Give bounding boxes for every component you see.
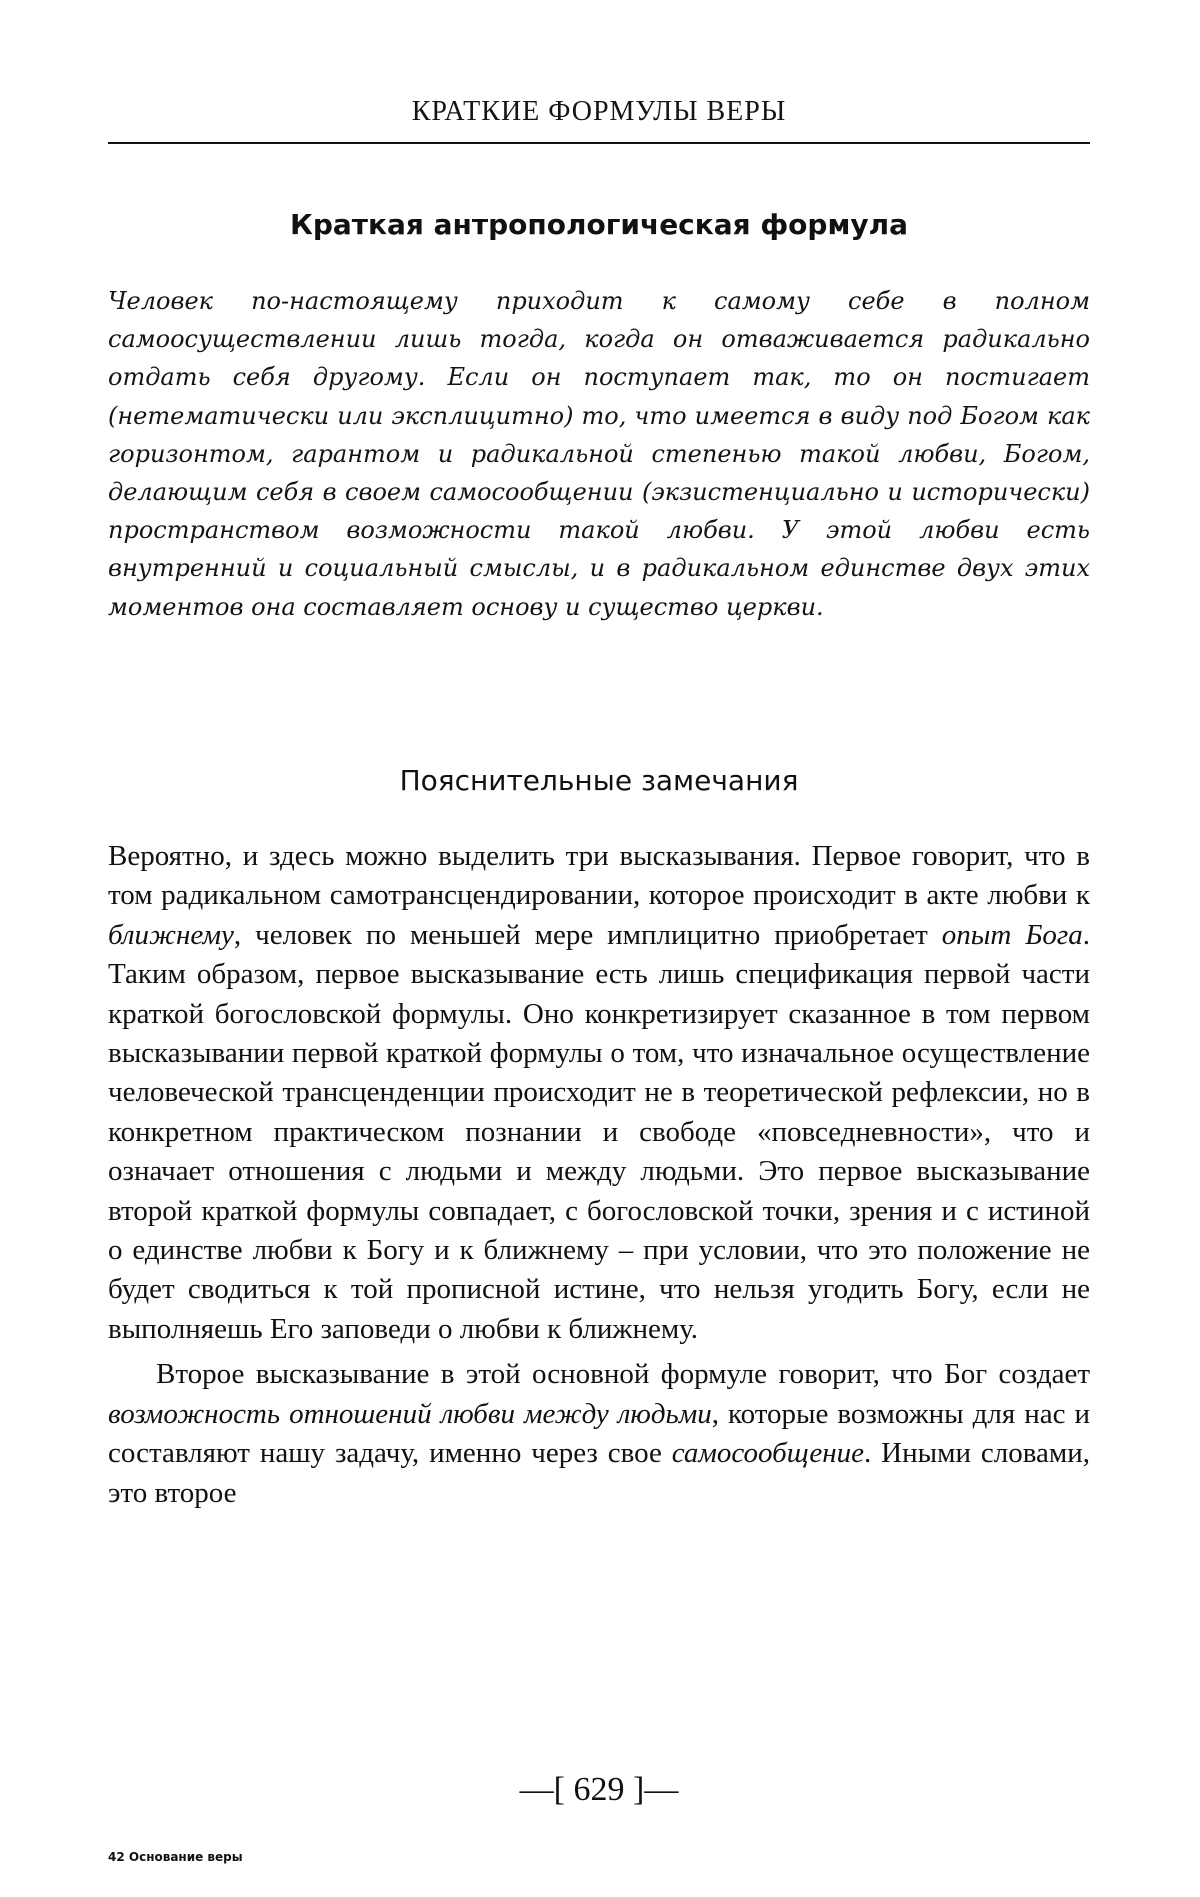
page-number-left-ornament: —[ — [519, 1771, 565, 1808]
body-text — [108, 837, 1090, 1513]
page-number-block — [108, 1771, 1090, 1809]
page-number-right-ornament: ]— — [633, 1771, 679, 1808]
paragraph-2-emphasis-2: самосообщение — [671, 1437, 864, 1470]
paragraph-1-emphasis-1: ближнему — [108, 918, 234, 951]
book-page — [108, 0, 1090, 1897]
running-head: КРАТКИЕ ФОРМУЛЫ ВЕРЫ — [411, 96, 787, 127]
paragraph-1-emphasis-2: опыт Бога — [941, 918, 1083, 951]
paragraph-2-part-2: , которые возможны для нас и составляют нашу задачу, именно через свое — [108, 1397, 1090, 1470]
paragraph-1-part-3: . Таким образом, первое высказывание есть лишь спецификация первой части краткой богословской формулы. Оно конкретизирует сказанное в том первом высказывании первой краткой формулы о том, что изначальное осуществление человеческой трансценденции происходит не в теоретической рефлексии, но в конкретном практическом познании и свободе «повседневности», что и означает отношения с людьми и между людьми. Это первое высказывание второй краткой формулы совпадает, с богословской точки, зрения и с истиной о единстве любви к Богу и к ближнему – при условии, что это положение не будет сводиться к той прописной истине, что нельзя угодить Богу, если не выполняешь Его заповеди о любви к ближнему. — [108, 918, 1090, 1345]
paragraph-1-part-1: Вероятно, и здесь можно выделить три высказывания. Первое говорит, что в том радикальном самотрансцендировании, которое происходит в акте любви к — [108, 840, 1090, 912]
header-rule — [108, 142, 1090, 144]
paragraph-2-part-1: Второе высказывание в этой основной формуле говорит, что Бог создает — [156, 1358, 1090, 1391]
paragraph-2-part-3: . Иными словами, это второе — [108, 1437, 1090, 1509]
page-number: 629 — [573, 1771, 625, 1808]
paragraph-2-emphasis-1: возможность отношений любви между людьми — [108, 1397, 712, 1430]
paragraph-2 — [108, 1355, 1090, 1513]
footer-signature: 42 Основание веры — [108, 1850, 243, 1864]
paragraph-1 — [108, 837, 1090, 1349]
paragraph-1-part-2: , человек по меньшей мере имплицитно приобретает — [233, 918, 942, 951]
section-title: Краткая антропологическая формула — [289, 208, 909, 241]
formula-text: Человек по-настоящему приходит к самому себе в полном самоосуществлении лишь тогда, когда он отваживается радикально отдать себя другому. Если он поступает так, то он постигает (нетематически или эксплицитно) то, что имеется в виду под Богом как горизонтом, гарантом и радикальной степенью такой любви, Богом, делающим себя в своем самосообщении (экзистенциально и исторически) пространством возможности такой любви. У этой любви есть внутренний и социальный смыслы, и в радикальном единстве двух этих моментов она составляет основу и существо церкви. — [108, 287, 1090, 621]
notes-title: Пояснительные замечания — [399, 764, 799, 797]
